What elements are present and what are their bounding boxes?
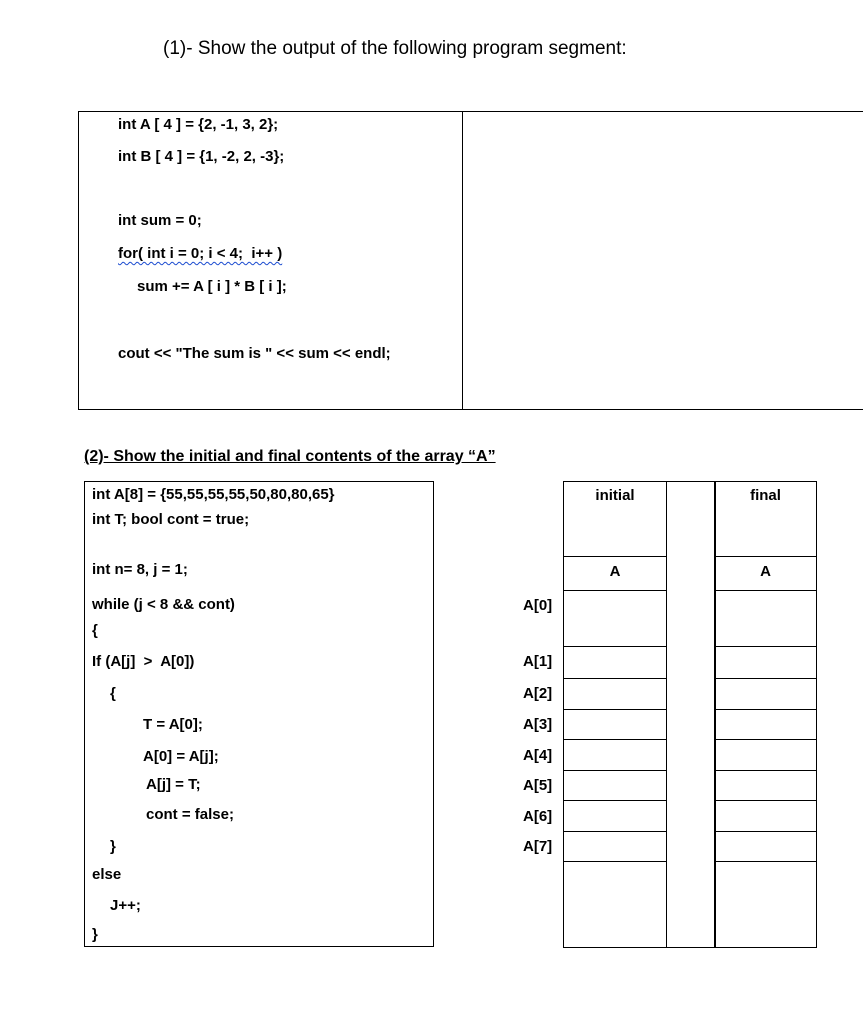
initial-cell-a6[interactable]: [563, 800, 667, 832]
q2-line-temp-assign: T = A[0];: [143, 716, 203, 733]
initial-cell-a0[interactable]: [563, 590, 667, 647]
initial-cell-a1[interactable]: [563, 646, 667, 679]
q1-line-cout: cout << "The sum is " << sum << endl;: [118, 345, 391, 362]
final-array-label: A: [760, 563, 771, 580]
q2-line-array-decl: int A[8] = {55,55,55,55,50,80,80,65}: [92, 486, 335, 503]
question-1-title: (1)- Show the output of the following program segment:: [163, 38, 627, 59]
q1-line-array-a: int A [ 4 ] = {2, -1, 3, 2};: [118, 116, 279, 133]
q2-line-while: while (j < 8 && cont): [92, 596, 235, 613]
q2-line-if-brace-close: }: [110, 838, 116, 855]
q2-line-n-j: int n= 8, j = 1;: [92, 561, 188, 578]
initial-header: initial: [595, 487, 635, 504]
q1-line-for-loop: for( int i = 0; i < 4; i++ ): [118, 245, 283, 262]
final-cell-a7[interactable]: [714, 831, 817, 862]
q1-line-sum-init: int sum = 0;: [118, 212, 202, 229]
q2-line-cont-false: cont = false;: [146, 806, 234, 823]
q2-line-brace-open: {: [92, 622, 98, 639]
initial-cell-a7[interactable]: [563, 831, 667, 862]
q2-line-brace-close: }: [92, 926, 98, 943]
row-label-a3: A[3]: [523, 716, 553, 733]
q2-line-else: else: [92, 866, 122, 883]
q1-answer-box: [461, 111, 863, 410]
row-label-a1: A[1]: [523, 653, 553, 670]
q2-line-aj-assign: A[j] = T;: [146, 776, 201, 793]
row-label-a5: A[5]: [523, 777, 553, 794]
question-2-title: (2)- Show the initial and final contents of the array “A”: [84, 448, 496, 465]
row-label-a7: A[7]: [523, 838, 553, 855]
final-cell-a3[interactable]: [714, 709, 817, 740]
row-label-a0: A[0]: [523, 597, 553, 614]
initial-array-label: A: [609, 563, 621, 580]
final-cell-a0[interactable]: [714, 590, 817, 647]
q2-line-if: If (A[j] > A[0]): [92, 653, 195, 670]
row-label-a2: A[2]: [523, 685, 553, 702]
q2-line-vars: int T; bool cont = true;: [92, 511, 250, 528]
initial-cell-a4[interactable]: [563, 739, 667, 771]
row-label-a4: A[4]: [523, 747, 553, 764]
initial-cell-a2[interactable]: [563, 678, 667, 710]
spacer-column-frame: [666, 481, 716, 948]
final-cell-a4[interactable]: [714, 739, 817, 771]
q2-line-if-brace-open: {: [110, 685, 116, 702]
final-cell-a6[interactable]: [714, 800, 817, 832]
q2-line-a0-assign: A[0] = A[j];: [143, 748, 219, 765]
q2-line-increment: J++;: [110, 897, 141, 914]
final-header: final: [750, 487, 781, 504]
final-cell-a2[interactable]: [714, 678, 817, 710]
initial-cell-a5[interactable]: [563, 770, 667, 801]
row-label-a6: A[6]: [523, 808, 553, 825]
q1-line-array-b: int B [ 4 ] = {1, -2, 2, -3};: [118, 148, 285, 165]
final-cell-a5[interactable]: [714, 770, 817, 801]
q2-code-box: [84, 481, 434, 947]
initial-cell-a3[interactable]: [563, 709, 667, 740]
final-cell-a1[interactable]: [714, 646, 817, 679]
q1-line-sum-update: sum += A [ i ] * B [ i ];: [137, 278, 287, 295]
